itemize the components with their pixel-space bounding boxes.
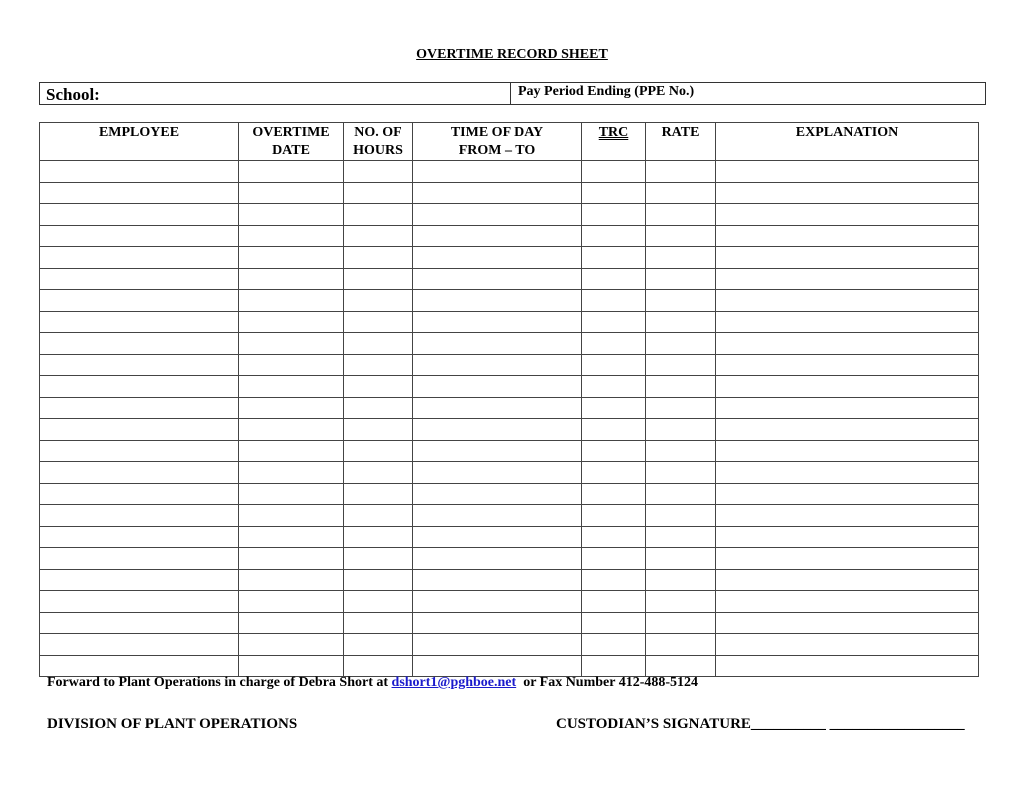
table-cell[interactable] (716, 440, 979, 462)
table-cell[interactable] (239, 182, 344, 204)
table-row (40, 548, 979, 570)
table-cell[interactable] (716, 225, 979, 247)
table-cell[interactable] (716, 462, 979, 484)
table-cell[interactable] (239, 612, 344, 634)
table-cell[interactable] (344, 548, 413, 570)
table-cell[interactable] (239, 505, 344, 527)
table-cell[interactable] (646, 376, 716, 398)
table-cell[interactable] (646, 612, 716, 634)
table-cell[interactable] (582, 376, 646, 398)
table-cell[interactable] (646, 225, 716, 247)
col-hours-label: NO. OF HOURS (353, 125, 403, 158)
table-row (40, 505, 979, 527)
table-cell[interactable] (413, 483, 582, 505)
table-cell[interactable] (239, 333, 344, 355)
table-cell[interactable] (646, 204, 716, 226)
table-cell[interactable] (344, 612, 413, 634)
table-row (40, 376, 979, 398)
table-cell[interactable] (413, 526, 582, 548)
table-cell[interactable] (646, 419, 716, 441)
signature-line: CUSTODIAN’S SIGNATURE__________ __________________ (556, 716, 965, 732)
table-cell[interactable] (40, 612, 239, 634)
table-cell[interactable] (646, 569, 716, 591)
table-row (40, 569, 979, 591)
col-time-of-day-label: TIME OF DAY FROM – TO (450, 125, 544, 158)
table-row (40, 462, 979, 484)
table-cell[interactable] (582, 397, 646, 419)
table-cell[interactable] (239, 634, 344, 656)
table-cell[interactable] (582, 634, 646, 656)
table-cell[interactable] (582, 440, 646, 462)
table-cell[interactable] (646, 333, 716, 355)
table-cell[interactable] (40, 333, 239, 355)
table-cell[interactable] (646, 161, 716, 183)
table-cell[interactable] (646, 354, 716, 376)
table-cell[interactable] (344, 569, 413, 591)
table-cell[interactable] (239, 591, 344, 613)
table-cell[interactable] (40, 591, 239, 613)
table-cell[interactable] (413, 462, 582, 484)
table-cell[interactable] (344, 204, 413, 226)
table-cell[interactable] (40, 548, 239, 570)
table-cell[interactable] (582, 483, 646, 505)
forward-note (47, 675, 698, 691)
table-cell[interactable] (716, 161, 979, 183)
table-row (40, 268, 979, 290)
table-cell[interactable] (344, 440, 413, 462)
table-cell[interactable] (582, 354, 646, 376)
table-cell[interactable] (413, 548, 582, 570)
table-cell[interactable] (344, 483, 413, 505)
table-cell[interactable] (40, 182, 239, 204)
table-cell[interactable] (40, 354, 239, 376)
table-cell[interactable] (716, 397, 979, 419)
table-cell[interactable] (40, 462, 239, 484)
table-cell[interactable] (582, 462, 646, 484)
table-cell[interactable] (344, 419, 413, 441)
table-cell[interactable] (413, 440, 582, 462)
table-cell[interactable] (716, 612, 979, 634)
table-cell[interactable] (413, 290, 582, 312)
table-cell[interactable] (646, 591, 716, 613)
table-cell[interactable] (239, 376, 344, 398)
table-cell[interactable] (239, 268, 344, 290)
table-cell[interactable] (646, 505, 716, 527)
table-cell[interactable] (716, 419, 979, 441)
table-cell[interactable] (646, 462, 716, 484)
table-cell[interactable] (344, 376, 413, 398)
overtime-table (39, 122, 979, 677)
table-cell[interactable] (582, 526, 646, 548)
table-cell[interactable] (716, 354, 979, 376)
table-cell[interactable] (716, 548, 979, 570)
table-cell[interactable] (40, 290, 239, 312)
table-row (40, 311, 979, 333)
fax-text: or Fax Number 412-488-5124 (516, 675, 699, 690)
table-cell[interactable] (413, 612, 582, 634)
table-cell[interactable] (716, 591, 979, 613)
school-box (39, 82, 986, 105)
table-cell[interactable] (413, 204, 582, 226)
table-cell[interactable] (40, 419, 239, 441)
table-cell[interactable] (413, 354, 582, 376)
table-cell[interactable] (413, 225, 582, 247)
table-cell[interactable] (239, 526, 344, 548)
table-cell[interactable] (40, 268, 239, 290)
table-cell[interactable] (344, 161, 413, 183)
table-cell[interactable] (40, 569, 239, 591)
table-cell[interactable] (646, 182, 716, 204)
table-cell[interactable] (40, 225, 239, 247)
table-cell[interactable] (716, 182, 979, 204)
table-cell[interactable] (344, 311, 413, 333)
table-row (40, 440, 979, 462)
table-cell[interactable] (716, 634, 979, 656)
email-link[interactable]: dshort1@pghboe.net (391, 675, 517, 690)
table-cell[interactable] (582, 204, 646, 226)
table-cell[interactable] (239, 419, 344, 441)
table-cell[interactable] (413, 655, 582, 677)
table-cell[interactable] (582, 591, 646, 613)
table-cell[interactable] (239, 311, 344, 333)
table-cell[interactable] (413, 268, 582, 290)
table-row (40, 483, 979, 505)
table-cell[interactable] (646, 268, 716, 290)
school-field[interactable]: School: (40, 83, 511, 104)
table-cell[interactable] (646, 247, 716, 269)
col-time-of-day (413, 123, 582, 161)
table-cell[interactable] (582, 247, 646, 269)
table-cell[interactable] (239, 161, 344, 183)
table-row (40, 204, 979, 226)
col-explanation: EXPLANATION (716, 123, 979, 161)
table-cell[interactable] (413, 333, 582, 355)
table-cell[interactable] (239, 548, 344, 570)
table-cell[interactable] (582, 333, 646, 355)
table-cell[interactable] (344, 225, 413, 247)
table-cell[interactable] (413, 311, 582, 333)
table-row (40, 655, 979, 677)
table-cell[interactable] (239, 440, 344, 462)
col-trc (582, 123, 646, 161)
table-row (40, 354, 979, 376)
table-cell[interactable] (344, 247, 413, 269)
table-cell[interactable] (413, 591, 582, 613)
ppe-field[interactable]: Pay Period Ending (PPE No.) (518, 84, 695, 99)
table-cell[interactable] (344, 505, 413, 527)
table-cell[interactable] (716, 483, 979, 505)
table-cell[interactable] (40, 655, 239, 677)
table-cell[interactable] (716, 311, 979, 333)
table-cell[interactable] (413, 376, 582, 398)
table-row (40, 591, 979, 613)
table-cell[interactable] (716, 247, 979, 269)
header-row (40, 123, 979, 161)
table-cell[interactable] (716, 526, 979, 548)
table-cell[interactable] (413, 634, 582, 656)
table-cell[interactable] (646, 548, 716, 570)
table-cell[interactable] (239, 569, 344, 591)
table-cell[interactable] (40, 247, 239, 269)
table-row (40, 634, 979, 656)
table-cell[interactable] (40, 376, 239, 398)
table-cell[interactable] (582, 182, 646, 204)
table-cell[interactable] (344, 182, 413, 204)
table-row (40, 526, 979, 548)
table-cell[interactable] (239, 462, 344, 484)
page-title: OVERTIME RECORD SHEET (416, 47, 608, 62)
table-cell[interactable] (646, 290, 716, 312)
table-cell[interactable] (646, 483, 716, 505)
table-row (40, 397, 979, 419)
table-cell[interactable] (344, 634, 413, 656)
table-cell[interactable] (40, 397, 239, 419)
table-row (40, 161, 979, 183)
table-cell[interactable] (40, 311, 239, 333)
table-cell[interactable] (646, 526, 716, 548)
table-cell[interactable] (582, 548, 646, 570)
table-cell[interactable] (582, 268, 646, 290)
col-employee: EMPLOYEE (40, 123, 239, 161)
table-row (40, 247, 979, 269)
table-cell[interactable] (239, 204, 344, 226)
table-cell[interactable] (344, 462, 413, 484)
table-cell[interactable] (413, 182, 582, 204)
col-overtime-date-label: OVERTIME DATE (252, 125, 330, 158)
table-cell[interactable] (646, 655, 716, 677)
table-cell[interactable] (344, 397, 413, 419)
table-cell[interactable] (344, 268, 413, 290)
table-cell[interactable] (413, 247, 582, 269)
table-row (40, 419, 979, 441)
table-cell[interactable] (582, 225, 646, 247)
table-cell[interactable] (239, 290, 344, 312)
table-cell[interactable] (40, 483, 239, 505)
table-cell[interactable] (40, 634, 239, 656)
table-cell[interactable] (716, 204, 979, 226)
table-row (40, 290, 979, 312)
table-cell[interactable] (716, 376, 979, 398)
table-cell[interactable] (413, 397, 582, 419)
table-cell[interactable] (646, 311, 716, 333)
table-cell[interactable] (413, 419, 582, 441)
table-cell[interactable] (413, 161, 582, 183)
table-row (40, 333, 979, 355)
table-cell[interactable] (582, 505, 646, 527)
table-cell[interactable] (239, 483, 344, 505)
table-cell[interactable] (239, 247, 344, 269)
table-cell[interactable] (239, 397, 344, 419)
table-cell[interactable] (40, 204, 239, 226)
table-row (40, 225, 979, 247)
table-cell[interactable] (582, 569, 646, 591)
table-cell[interactable] (646, 440, 716, 462)
table-cell[interactable] (344, 655, 413, 677)
table-cell[interactable] (582, 290, 646, 312)
division-label: DIVISION OF PLANT OPERATIONS (47, 716, 298, 732)
col-trc-label: TRC (598, 125, 629, 140)
col-overtime-date (239, 123, 344, 161)
table-cell[interactable] (239, 354, 344, 376)
col-hours (344, 123, 413, 161)
table-cell[interactable] (344, 333, 413, 355)
table-cell[interactable] (582, 655, 646, 677)
table-cell[interactable] (716, 333, 979, 355)
forward-text: Forward to Plant Operations in charge of Debra Short at (47, 675, 392, 690)
table-cell[interactable] (239, 655, 344, 677)
table-cell[interactable] (344, 354, 413, 376)
table-cell[interactable] (344, 591, 413, 613)
table-cell[interactable] (716, 268, 979, 290)
table-row (40, 182, 979, 204)
table-cell[interactable] (40, 161, 239, 183)
table-row (40, 612, 979, 634)
table-cell[interactable] (239, 225, 344, 247)
table-cell[interactable] (344, 290, 413, 312)
table-cell[interactable] (582, 419, 646, 441)
table-cell[interactable] (716, 290, 979, 312)
table-cell[interactable] (40, 505, 239, 527)
table-cell[interactable] (582, 311, 646, 333)
table-cell[interactable] (40, 526, 239, 548)
table-cell[interactable] (646, 397, 716, 419)
table-cell[interactable] (413, 569, 582, 591)
table-cell[interactable] (716, 505, 979, 527)
table-cell[interactable] (582, 161, 646, 183)
table-cell[interactable] (344, 526, 413, 548)
table-cell[interactable] (716, 569, 979, 591)
col-rate: RATE (646, 123, 716, 161)
table-cell[interactable] (413, 505, 582, 527)
table-cell[interactable] (716, 655, 979, 677)
table-cell[interactable] (646, 634, 716, 656)
table-cell[interactable] (40, 440, 239, 462)
table-cell[interactable] (582, 612, 646, 634)
